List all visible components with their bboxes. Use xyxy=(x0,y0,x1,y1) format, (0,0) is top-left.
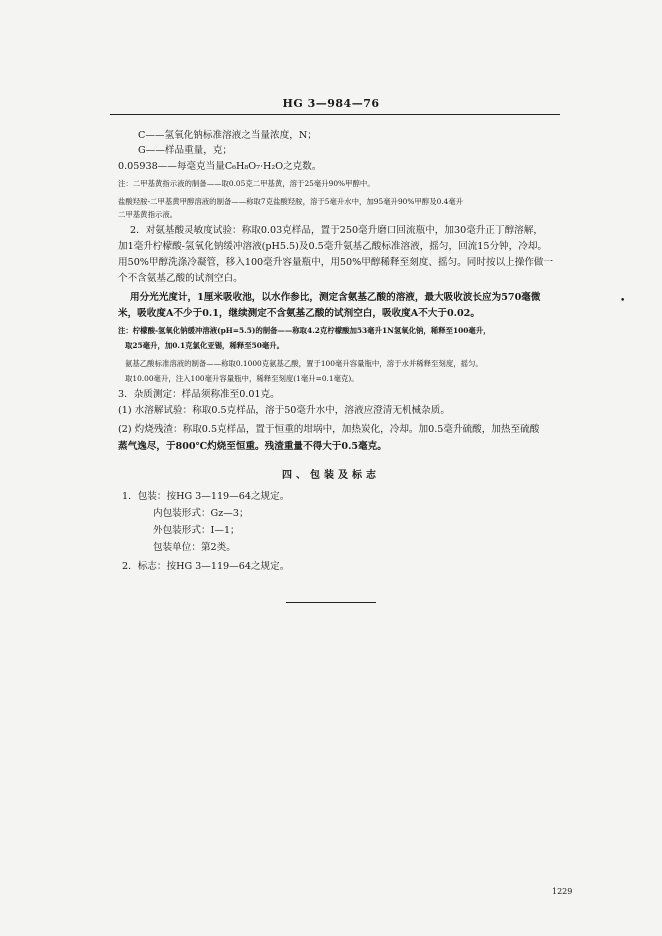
packaging-unit: 包装单位：第2类。 xyxy=(153,542,236,553)
end-rule xyxy=(286,602,376,603)
note-glycine-std-prep-cont: 取10.00毫升，注入100毫升容量瓶中，稀释至刻度(1毫升=0.1毫克)。 xyxy=(125,374,359,383)
section2-line6: 米，吸收度A不少于0.1，继续测定不含氨基乙酸的试剂空白，吸收度A不大于0.02。 xyxy=(118,308,480,319)
packaging-item1: 1．包装：按HG 3—119—64之规定。 xyxy=(122,491,290,502)
section2-line4: 个不含氨基乙酸的试剂空白。 xyxy=(118,273,243,284)
note-indicator-prep: 注：二甲基黄指示液的制备——取0.05克二甲基黄，溶于25毫升90%甲醇中。 xyxy=(118,179,375,188)
definition-factor: 0.05938——每毫克当量C₆H₈O₇·H₂O之克数。 xyxy=(118,161,322,172)
definition-c: C——氢氧化钠标准溶液之当量浓度，N； xyxy=(138,130,317,141)
section2-line1: 2．对氨基酸灵敏度试验：称取0.03克样品，置于250毫升磨口回流瓶中，加30毫升正丁醇溶解， xyxy=(130,225,543,236)
section3-line2: (1) 水溶解试验：称取0.5克样品，溶于50毫升水中，溶液应澄清无机械杂质。 xyxy=(118,405,450,416)
section2-line5: 用分光光度计，1厘米吸收池，以水作参比，测定含氨基乙酸的溶液，最大吸收波长应为570毫微 xyxy=(130,292,541,303)
definition-g: G——样品重量，克； xyxy=(138,145,233,156)
section3-line1: 3．杂质测定：样品须称准至0.01克。 xyxy=(118,389,280,400)
margin-mark: • xyxy=(620,296,626,306)
section3-line4: 蒸气逸尽，于800℃灼烧至恒重。残渣重量不得大于0.5毫克。 xyxy=(118,441,387,452)
section2-line3: 用50%甲醇洗涤冷凝管，移入100毫升容量瓶中，用50%甲醇稀释至刻度、摇匀。同时按以上操作做一 xyxy=(118,257,554,268)
page-number: 1229 xyxy=(552,887,573,896)
note-hydroxylamine-prep-cont: 二甲基黄指示液。 xyxy=(118,210,178,219)
standard-code-header: HG 3—984—76 xyxy=(282,97,380,110)
section-title-packaging: 四、包装及标志 xyxy=(282,470,380,481)
note-buffer-prep: 注：柠檬酸-氢氧化钠缓冲溶液(pH=5.5)的制备——称取4.2克柠檬酸加53毫升1N氢氧化钠，稀释至100毫升， xyxy=(118,326,491,335)
section3-line3: (2) 灼烧残渣：称取0.5克样品，置于恒重的坩埚中，加热炭化，冷却。加0.5毫升硫酸，加热至硫酸 xyxy=(118,424,540,435)
note-hydroxylamine-prep: 盐酸羟胺-二甲基黄甲醇溶液的制备——称取7克盐酸羟胺，溶于5毫升水中，加95毫升90%甲醇及0.4毫升 xyxy=(118,197,464,206)
packaging-inner-type: 内包装形式：Gz—3； xyxy=(153,508,249,519)
packaging-item2: 2．标志：按HG 3—119—64之规定。 xyxy=(122,561,290,572)
section2-line2: 加1毫升柠檬酸-氢氧化钠缓冲溶液(pH5.5)及0.5毫升氨基乙酸标准溶液，摇匀，回流15分钟，冷却。 xyxy=(118,241,548,252)
header-rule xyxy=(110,114,560,115)
note-buffer-prep-cont: 取25毫升，加0.1克氯化亚锡，稀释至50毫升。 xyxy=(125,341,285,350)
packaging-outer-type: 外包装形式：I—1； xyxy=(153,525,240,536)
note-glycine-std-prep: 氨基乙酸标准溶液的制备——称取0.1000克氨基乙酸，置于100毫升容量瓶中，溶于水并稀释至刻度，摇匀。 xyxy=(125,359,483,368)
